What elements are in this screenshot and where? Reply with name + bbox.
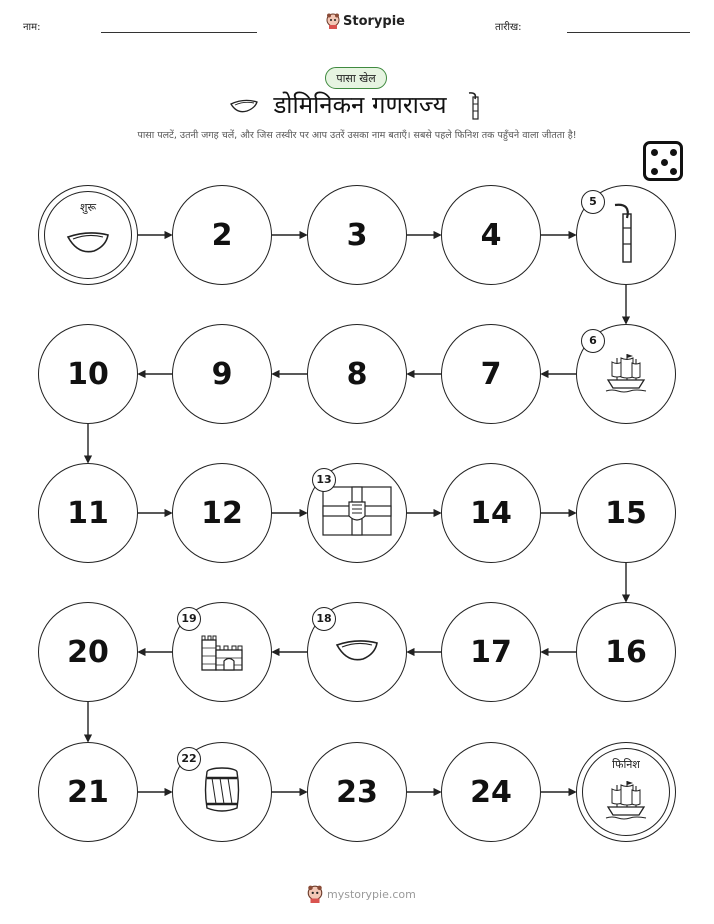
- board-space-22[interactable]: [172, 742, 272, 842]
- board-space-20[interactable]: [38, 602, 138, 702]
- board-space-7[interactable]: [441, 324, 541, 424]
- game-type-badge: पासा खेल: [325, 67, 387, 89]
- space-number: 7: [480, 356, 502, 392]
- board-space-13[interactable]: [307, 463, 407, 563]
- date-label: तारीख:: [495, 22, 522, 33]
- fortress-icon: [198, 628, 246, 676]
- storypie-mascot-icon: [307, 885, 323, 903]
- canoe-icon: [66, 228, 110, 260]
- board-space-24[interactable]: [441, 742, 541, 842]
- space-number: 20: [67, 634, 109, 670]
- space-number-badge: 5: [581, 190, 605, 214]
- start-space[interactable]: [38, 185, 138, 285]
- space-number-badge: 18: [312, 607, 336, 631]
- board-space-12[interactable]: [172, 463, 272, 563]
- space-number: 11: [67, 495, 109, 531]
- space-number: 9: [211, 356, 233, 392]
- board-space-21[interactable]: [38, 742, 138, 842]
- brand-name: Storypie: [343, 13, 405, 29]
- space-number: 14: [470, 495, 512, 531]
- board-space-8[interactable]: [307, 324, 407, 424]
- space-number: 17: [470, 634, 512, 670]
- board-space-3[interactable]: [307, 185, 407, 285]
- board-space-17[interactable]: [441, 602, 541, 702]
- space-number: 21: [67, 774, 109, 810]
- board-space-23[interactable]: [307, 742, 407, 842]
- flag-icon: [322, 486, 392, 540]
- board-space-2[interactable]: [172, 185, 272, 285]
- instructions: पासा पलटें, उतनी जगह चलें, और जिस तस्वीर पर आप उतरें उसका नाम बताएँ। सबसे पहले फिनिश तक पहुँचने वाला जीतता है!: [137, 130, 577, 141]
- sugarcane-machete-icon: [611, 202, 641, 268]
- space-number: 2: [211, 217, 233, 253]
- board-space-5[interactable]: [576, 185, 676, 285]
- space-number: 12: [201, 495, 243, 531]
- board-space-18[interactable]: [307, 602, 407, 702]
- space-number: 4: [480, 217, 502, 253]
- tambora-drum-icon: [202, 766, 242, 818]
- title-text: डोमिनिकन गणराज्य: [273, 91, 447, 119]
- site-url[interactable]: mystorypie.com: [327, 887, 416, 901]
- start-label: शुरू: [79, 201, 97, 214]
- board-space-15[interactable]: [576, 463, 676, 563]
- footer: [307, 885, 416, 903]
- finish-label: फिनिश: [612, 758, 640, 771]
- space-number: 16: [605, 634, 647, 670]
- space-number: 23: [336, 774, 378, 810]
- space-number-badge: 13: [312, 468, 336, 492]
- space-number: 15: [605, 495, 647, 531]
- space-number-badge: 6: [581, 329, 605, 353]
- sailing-ship-icon: [604, 350, 648, 398]
- board-space-9[interactable]: [172, 324, 272, 424]
- board-space-14[interactable]: [441, 463, 541, 563]
- space-number-badge: 19: [177, 607, 201, 631]
- board-space-11[interactable]: [38, 463, 138, 563]
- board-space-4[interactable]: [441, 185, 541, 285]
- board-space-6[interactable]: [576, 324, 676, 424]
- space-number: 10: [67, 356, 109, 392]
- finish-space[interactable]: [576, 742, 676, 842]
- board-space-10[interactable]: [38, 324, 138, 424]
- space-number-badge: 22: [177, 747, 201, 771]
- name-label: नाम:: [23, 22, 41, 33]
- board-space-19[interactable]: [172, 602, 272, 702]
- space-number: 8: [346, 356, 368, 392]
- canoe-icon: [335, 636, 379, 668]
- sailing-ship-icon: [604, 777, 648, 825]
- space-number: 3: [346, 217, 368, 253]
- space-number: 24: [470, 774, 512, 810]
- board-space-16[interactable]: [576, 602, 676, 702]
